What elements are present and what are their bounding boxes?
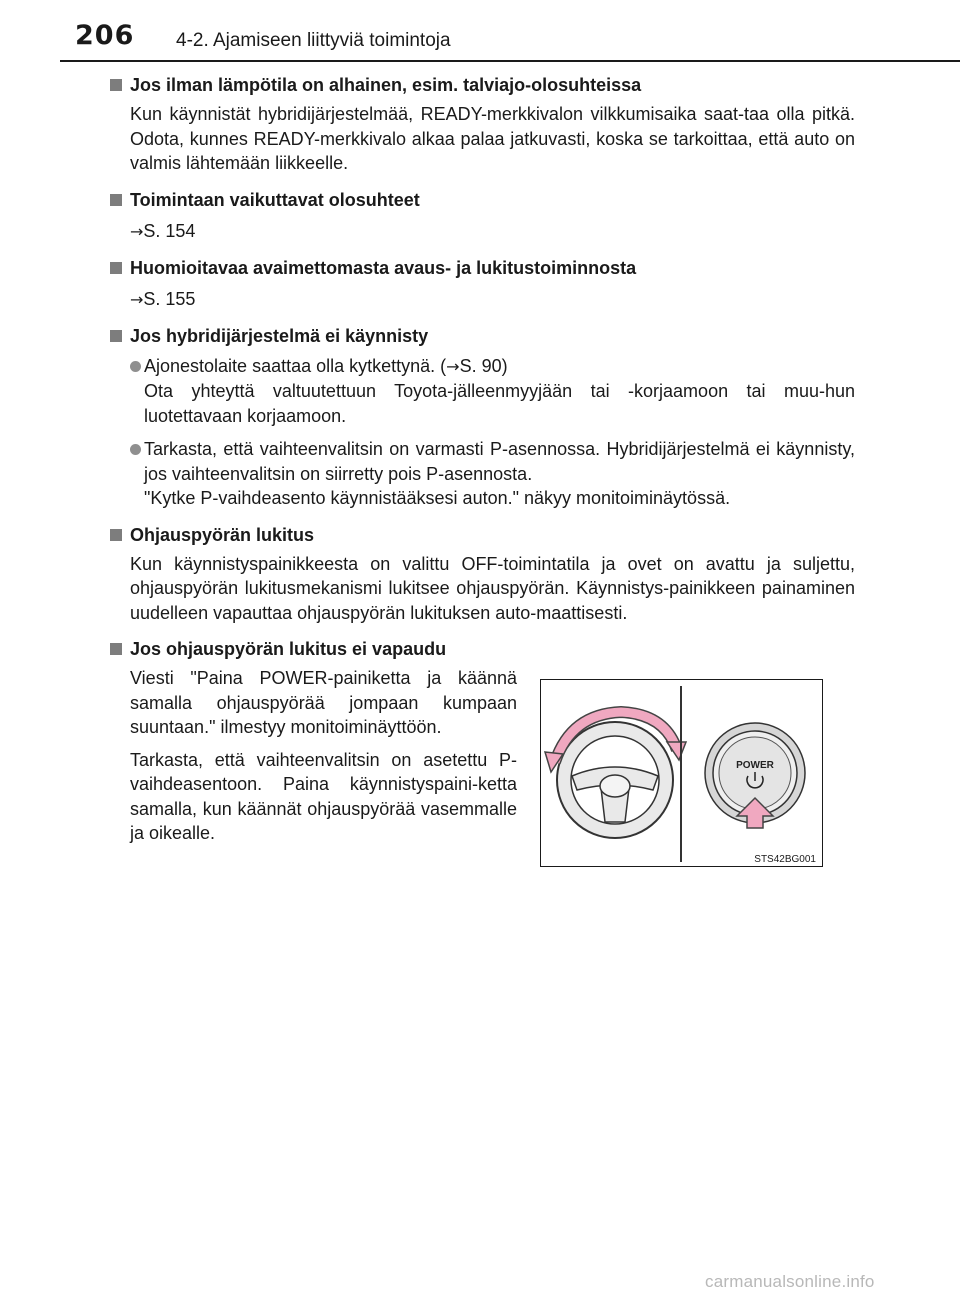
page-reference: →S. 154 xyxy=(130,220,196,241)
square-bullet-icon xyxy=(110,262,122,274)
watermark: carmanualsonline.info xyxy=(705,1272,875,1291)
section-heading: Jos ohjauspyörän lukitus ei vapaudu xyxy=(109,636,855,662)
list-item: Tarkasta, että vaihteenvalitsin on varmasti P-asennossa. Hybridijärjestelmä ei käynnisty, jos vaihteenvalitsin on siirretty pois P-asennosta. "Kytke P-vaihdeasento käynnistääksesi auton." näkyy monitoiminäytössä. xyxy=(130,437,855,511)
header-divider xyxy=(60,60,960,62)
section-text: Kun käynnistyspainikkeesta on valittu OFF-toimintatila ja ovet on avattu ja suljettu, ohjauspyörän lukitusmekanismi lukitsee ohjauspyörän. Käynnistys-painikkeen painaminen uudelleen vapauttaa ohjauspyörän lukituksen auto-maattisesti. xyxy=(130,553,855,623)
section-heading: Toimintaan vaikuttavat olosuhteet xyxy=(109,187,855,213)
square-bullet-icon xyxy=(110,529,122,541)
arrow-icon: → xyxy=(130,221,144,241)
illustration-graphic xyxy=(541,680,822,866)
page-number: 206 xyxy=(75,20,135,51)
arrow-icon: → xyxy=(446,356,460,376)
page-reference: →S. 155 xyxy=(130,288,196,309)
section-title: 4-2. Ajamiseen liittyviä toimintoja xyxy=(176,30,451,51)
section-heading: Huomioitavaa avaimettomasta avaus- ja lukitustoiminnosta xyxy=(109,255,855,281)
section-heading: Jos hybridijärjestelmä ei käynnisty xyxy=(109,323,855,349)
section-keyless xyxy=(109,255,855,312)
square-bullet-icon xyxy=(110,194,122,206)
lock-release-body xyxy=(109,666,855,876)
square-bullet-icon xyxy=(110,79,122,91)
circle-bullet-icon xyxy=(130,361,141,372)
message-paragraph: Viesti "Paina POWER-painiketta ja käännä samalla ohjauspyörää jompaan kumpaan suuntaan." ilmestyy monitoiminäyttöön. xyxy=(130,668,517,737)
figure-code: STS42BG001 xyxy=(754,854,816,865)
section-heading: Jos ilman lämpötila on alhainen, esim. talviajo-olosuhteissa xyxy=(109,72,855,98)
section-conditions xyxy=(109,187,855,244)
page-content xyxy=(109,72,855,887)
section-text: Kun käynnistät hybridijärjestelmää, READY-merkkivalon vilkkumisaika saat-taa olla pitkä. Odota, kunnes READY-merkkivalo alkaa palaa jatkuvasti, koska se tarkoittaa, että auto on valmis lähtemään liikkeelle. xyxy=(130,104,855,173)
section-cold-weather xyxy=(109,72,855,176)
power-label: POWER xyxy=(736,760,774,771)
square-bullet-icon xyxy=(110,643,122,655)
section-no-start xyxy=(109,323,855,511)
steering-wheel-icon xyxy=(557,722,673,838)
list-item: Ajonestolaite saattaa olla kytkettynä. (→S. 90) Ota yhteyttä valtuutettuun Toyota-jälleenmyyjään tai -korjaamoon tai muu-hun luotettavaan korjaamoon. xyxy=(130,354,855,429)
page-header xyxy=(0,0,960,62)
section-lock-release xyxy=(109,636,855,876)
section-heading: Ohjauspyörän lukitus xyxy=(109,522,855,548)
square-bullet-icon xyxy=(110,330,122,342)
section-steering-lock xyxy=(109,522,855,626)
illustration xyxy=(540,679,823,867)
circle-bullet-icon xyxy=(130,444,141,455)
instruction-paragraph: Tarkasta, että vaihteenvalitsin on asetettu P-vaihdeasentoon. Paina käynnistyspaini-ketta samalla, kun käännät ohjauspyörää vasemmalle ja oikealle. xyxy=(130,749,517,843)
lock-release-text xyxy=(130,666,517,854)
arrow-icon: → xyxy=(130,289,144,309)
